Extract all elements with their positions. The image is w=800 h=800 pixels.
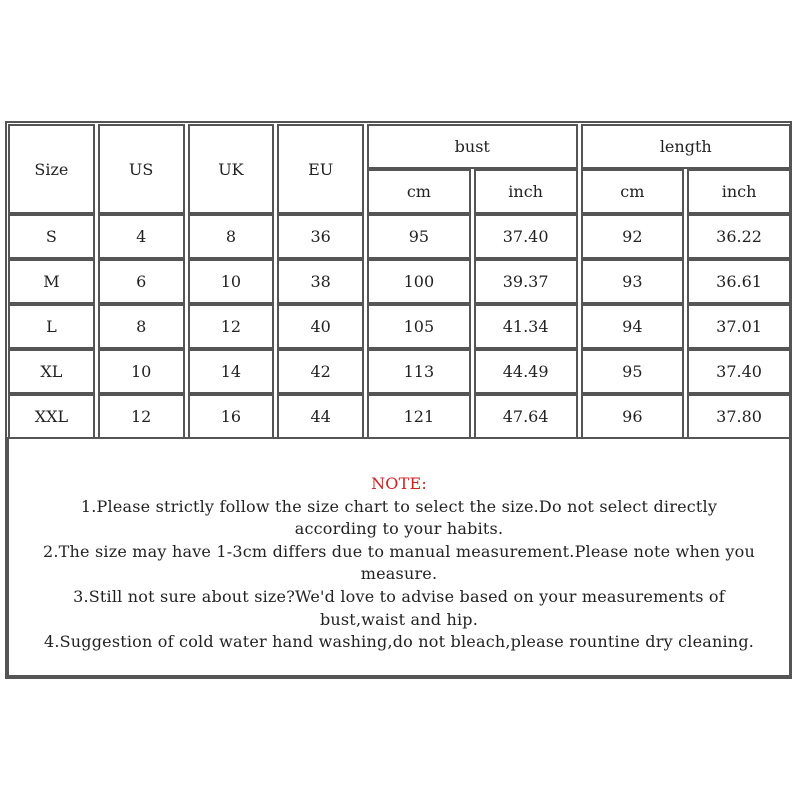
header-bust-cm: cm <box>367 169 471 214</box>
cell-us: 12 <box>98 394 185 439</box>
header-bust: bust <box>367 124 577 169</box>
note-line: bust,waist and hip. <box>319 609 479 629</box>
cell-eu: 36 <box>277 214 364 259</box>
cell-uk: 8 <box>188 214 275 259</box>
cell-uk: 16 <box>188 394 275 439</box>
cell-length-inch: 36.61 <box>687 259 791 304</box>
cell-length-cm: 92 <box>581 214 685 259</box>
cell-length-inch: 36.22 <box>687 214 791 259</box>
cell-size: M <box>8 259 95 304</box>
cell-length-inch: 37.01 <box>687 304 791 349</box>
cell-bust-inch: 47.64 <box>474 394 578 439</box>
cell-bust-cm: 95 <box>367 214 471 259</box>
cell-uk: 14 <box>188 349 275 394</box>
table-row <box>8 259 791 304</box>
cell-eu: 38 <box>277 259 364 304</box>
note-title: NOTE: <box>371 474 427 493</box>
cell-us: 10 <box>98 349 185 394</box>
cell-bust-cm: 105 <box>367 304 471 349</box>
cell-uk: 12 <box>188 304 275 349</box>
header-uk: UK <box>188 124 275 214</box>
table-row <box>8 349 791 394</box>
cell-length-inch: 37.40 <box>687 349 791 394</box>
cell-length-cm: 96 <box>581 394 685 439</box>
cell-bust-cm: 113 <box>367 349 471 394</box>
header-size: Size <box>8 124 95 214</box>
cell-length-inch: 37.80 <box>687 394 791 439</box>
header-length-inch: inch <box>687 169 791 214</box>
cell-size: XL <box>8 349 95 394</box>
header-us: US <box>98 124 185 214</box>
cell-us: 8 <box>98 304 185 349</box>
note-line: 4.Suggestion of cold water hand washing,do not bleach,please rountine dry cleaning. <box>43 632 755 652</box>
cell-bust-inch: 44.49 <box>474 349 578 394</box>
note-line: 2.The size may have 1-3cm differs due to manual measurement.Please note when you <box>43 541 755 561</box>
cell-size: S <box>8 214 95 259</box>
header-bust-inch: inch <box>474 169 578 214</box>
cell-size: L <box>8 304 95 349</box>
cell-bust-cm: 121 <box>367 394 471 439</box>
cell-us: 6 <box>98 259 185 304</box>
cell-uk: 10 <box>188 259 275 304</box>
header-row-top <box>8 124 791 169</box>
note-line: 3.Still not sure about size?We'd love to advise based on your measurements of <box>73 586 725 606</box>
note-line: measure. <box>360 564 438 584</box>
cell-length-cm: 94 <box>581 304 685 349</box>
header-eu: EU <box>277 124 364 214</box>
cell-eu: 40 <box>277 304 364 349</box>
size-chart-table <box>5 124 794 439</box>
note-line: 1.Please strictly follow the size chart to select the size.Do not select directly <box>80 496 718 516</box>
note-line: according to your habits. <box>294 519 504 539</box>
cell-bust-cm: 100 <box>367 259 471 304</box>
cell-length-cm: 93 <box>581 259 685 304</box>
cell-bust-inch: 41.34 <box>474 304 578 349</box>
cell-eu: 44 <box>277 394 364 439</box>
table-row <box>8 394 791 439</box>
cell-size: XXL <box>8 394 95 439</box>
header-length-cm: cm <box>581 169 685 214</box>
cell-length-cm: 95 <box>581 349 685 394</box>
cell-bust-inch: 37.40 <box>474 214 578 259</box>
cell-eu: 42 <box>277 349 364 394</box>
notes-box <box>7 437 791 677</box>
cell-bust-inch: 39.37 <box>474 259 578 304</box>
table-row <box>8 214 791 259</box>
cell-us: 4 <box>98 214 185 259</box>
header-length: length <box>581 124 792 169</box>
table-row <box>8 304 791 349</box>
